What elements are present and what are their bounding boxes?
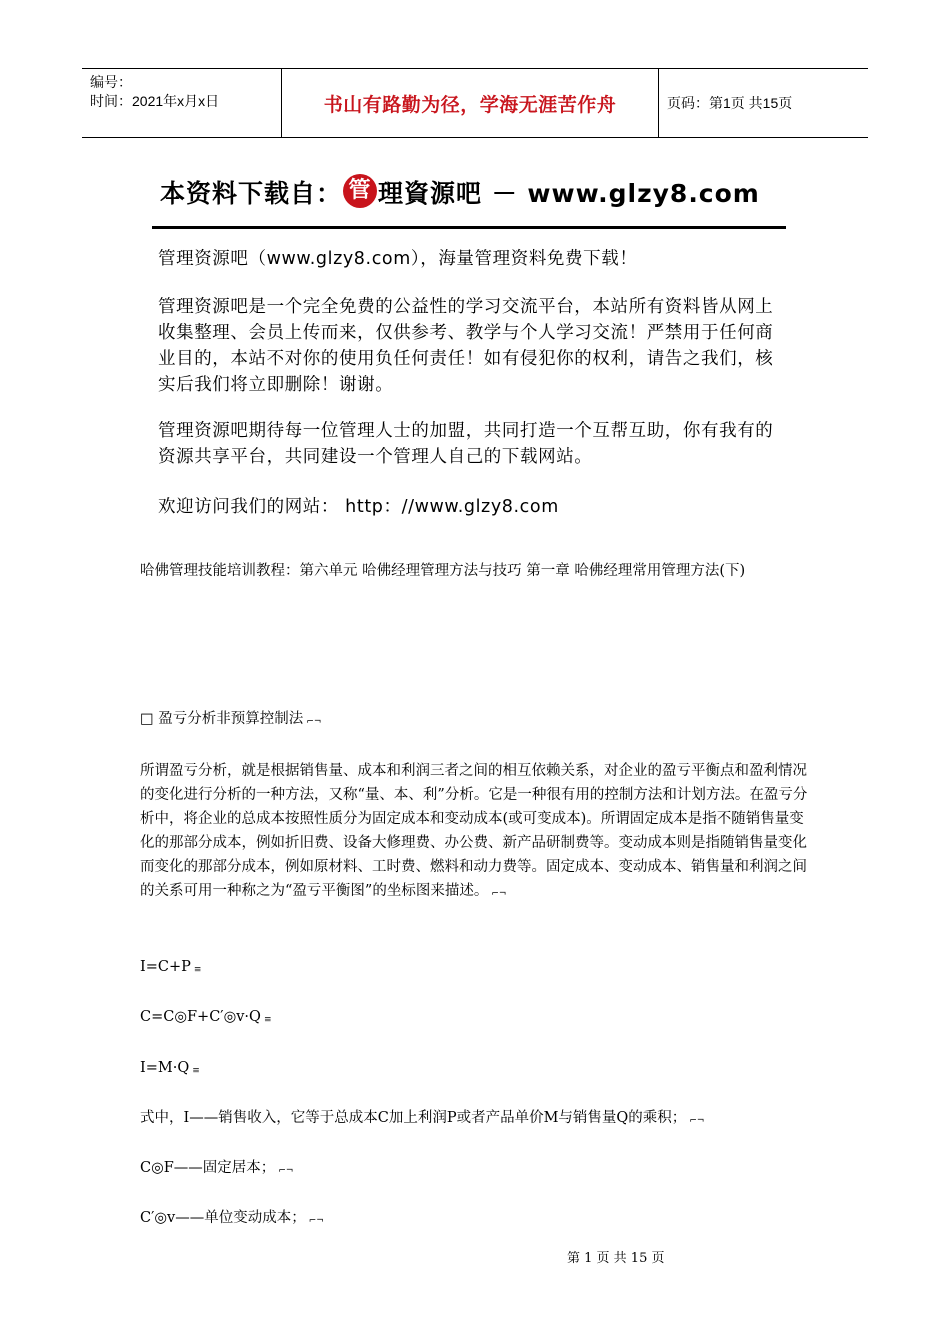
banner-title-prefix: 本资料下载自： xyxy=(160,179,343,208)
paragraph-mark: ⌐¬ xyxy=(278,1166,294,1176)
paragraph-mark: ⌐¬ xyxy=(491,889,507,899)
body-paragraph: 所谓盈亏分析，就是根据销售量、成本和利润三者之间的相互依赖关系，对企业的盈亏平衡点和盈利情况的变化进行分析的一种方法，又称“量、本、利”分析。它是一种很有用的控制方法和计划方法。在盈亏分析中，将企业的总成本按照性质分为固定成本和变动成本(或可变成本)。所谓固定成本是指不随销售量变化的那部分成本，例如折旧费、设备大修理费、办公费、新产品研制费等。变动成本则是指随销售量变化而变化的那部分成本，例如原材料、工时费、燃料和动力费等。固定成本、变动成本、销售量和利润之间的关系可用一种称之为“盈亏平衡图”的坐标图来描述。 ⌐¬ xyxy=(140,763,808,899)
banner-title xyxy=(160,174,760,210)
page-label: 页码：第1页 共15页 xyxy=(667,95,793,111)
page-footer: 第 1 页 共 15 页 xyxy=(567,1251,665,1266)
equation-mark: ≡ xyxy=(192,1066,200,1076)
motto: 书山有路勤为径，学海无涯苦作舟 xyxy=(282,69,659,137)
header-table xyxy=(82,68,868,138)
header-left-cell xyxy=(82,69,282,137)
definition-2: C◎F——固定居本； ⌐¬ xyxy=(140,1160,294,1176)
date-label: 时间：2021年x月x日 xyxy=(90,93,220,109)
banner-line1: 管理资源吧（www.glzy8.com），海量管理资料免费下载！ xyxy=(158,249,638,269)
document-title: 哈佛管理技能培训教程：第六单元 哈佛经理管理方法与技巧 第一章 哈佛经理常用管理方法(下) xyxy=(140,563,746,579)
banner-para2: 管理资源吧期待每一位管理人士的加盟，共同打造一个互帮互助，你有我有的资源共享平台，共同建设一个管理人自己的下载网站。 xyxy=(158,421,774,467)
formula-2: C=C◎F+C′◎v·Q ≡ xyxy=(140,1009,272,1025)
equation-mark: ≡ xyxy=(193,965,202,975)
banner-title-suffix: 理資源吧 － www.glzy8.com xyxy=(378,179,760,208)
banner-para3: 欢迎访问我们的网站： http：//www.glzy8.com xyxy=(158,497,559,517)
definition-3: C′◎v——单位变动成本； ⌐¬ xyxy=(140,1210,324,1226)
formula-1: I=C+P ≡ xyxy=(140,959,202,975)
paragraph-mark: ⌐¬ xyxy=(308,1216,324,1226)
paragraph-mark: ⌐¬ xyxy=(689,1116,705,1126)
definition-1: 式中，I——销售收入，它等于总成本C加上利润P或者产品单价M与销售量Q的乘积； ⌐¬ xyxy=(140,1110,705,1126)
equation-mark: ≡ xyxy=(263,1015,272,1025)
banner-para1: 管理资源吧是一个完全免费的公益性的学习交流平台，本站所有资料皆从网上收集整理、会员上传而来，仅供参考、教学与个人学习交流！严禁用于任何商业目的，本站不对你的使用负任何责任！如有侵犯你的权利，请告之我们，核实后我们将立即删除！谢谢。 xyxy=(158,297,774,395)
paragraph-mark: ⌐¬ xyxy=(306,717,322,727)
number-label: 编号： xyxy=(90,74,132,90)
formula-3: I=M·Q ≡ xyxy=(140,1060,200,1076)
site-logo-icon: 管 xyxy=(343,174,377,208)
section-heading: □ 盈亏分析非预算控制法 ⌐¬ xyxy=(140,711,322,727)
banner-divider xyxy=(152,226,786,229)
download-banner xyxy=(148,160,788,530)
